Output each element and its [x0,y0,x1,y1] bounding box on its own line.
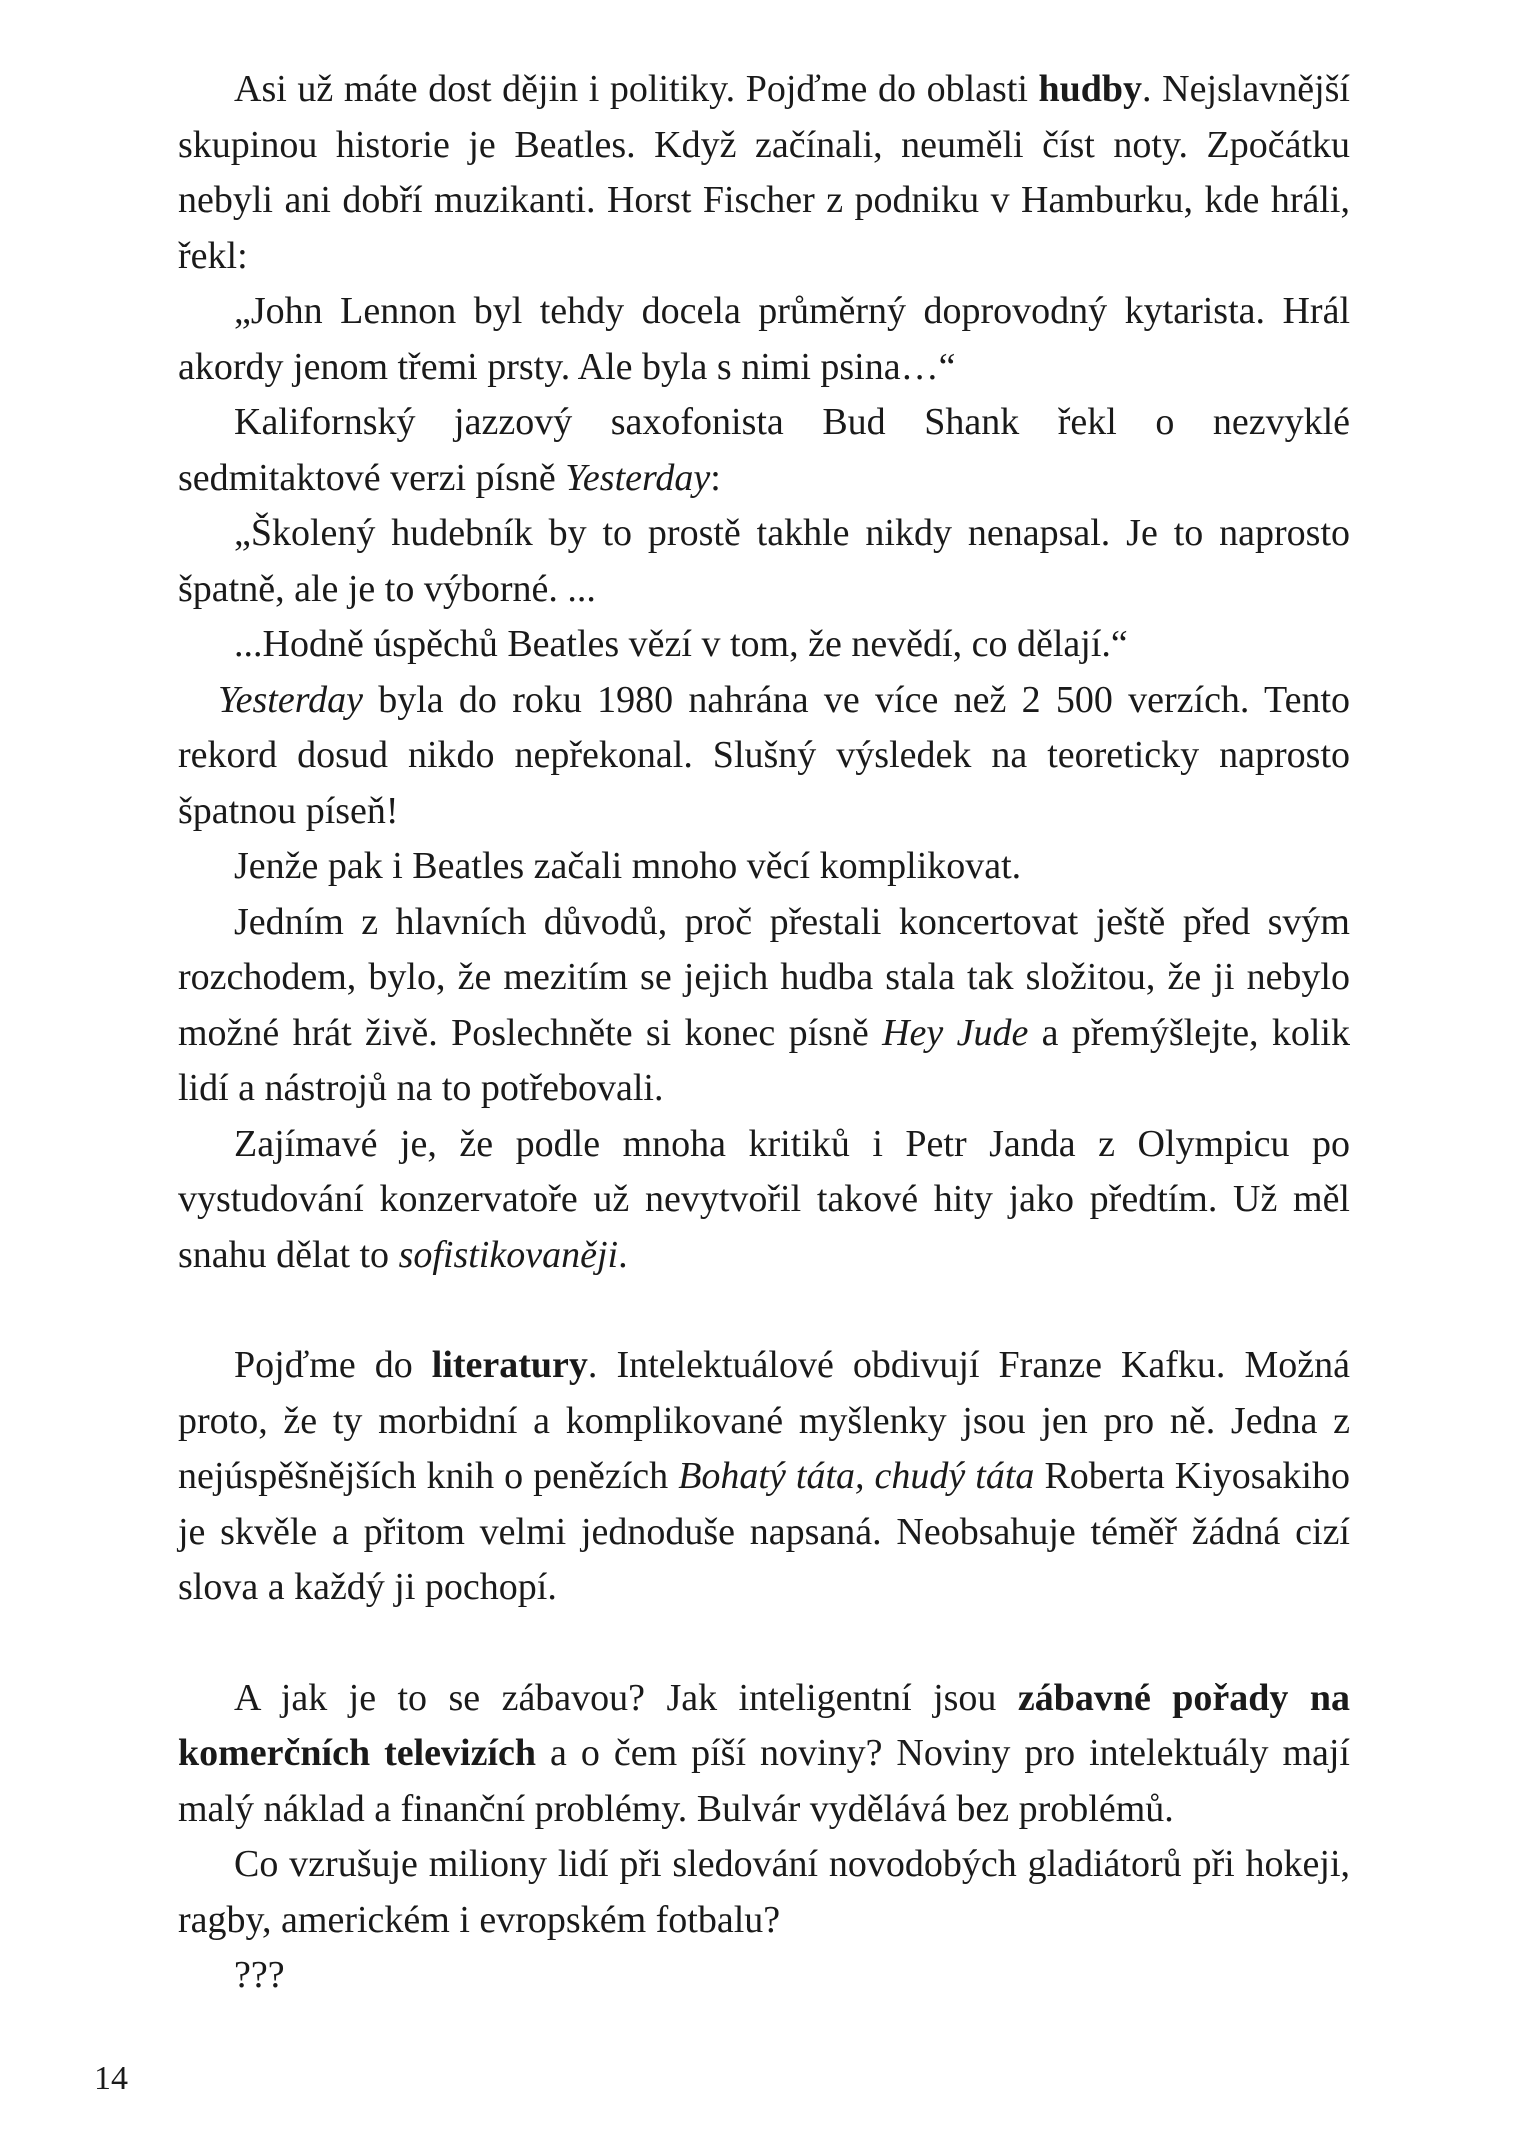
paragraph-entertainment: A jak je to se zábavou? Jak inteligentní jsou zábavné pořady na komerčních televizích a o čem píší noviny? Noviny pro intelektuály mají malý náklad a finanční problémy. Bulvár vydělává bez problémů. [178,1676,1350,1830]
keyword-literature: literatury [431,1344,588,1386]
page-number: 14 [94,2060,128,2097]
song-title-hey-jude: Hey Jude [882,1011,1029,1054]
keyword-tv-shows: zábavné pořady na komerčních televizích [178,1676,1350,1774]
quote-shank-2: ...Hodně úspěchů Beatles vězí v tom, že nevědí, co dělají.“ [234,623,1128,665]
book-title: Bohatý táta, chudý táta [678,1455,1035,1497]
quote-shank-1: „Školený hudebník by to prostě takhle nikdy nenapsal. Je to naprosto špatně, ale je to výborné. ... [178,512,1350,610]
paragraph-concerts: Jedním z hlavních důvodů, proč přestali koncertovat ještě před svým rozchodem, bylo, že mezitím se jejich hudba stala tak složitou, že ji nebylo možné hrát živě. Poslechněte si konec písně Hey Jude a přemýšlejte, kolik lidí a nástrojů na to potřebovali. [178,900,1350,1109]
paragraph-shank: Kalifornský jazzový saxofonista Bud Shank řekl o nezvyklé sedmitaktové verzi písně Yesterday: [178,401,1350,499]
song-title-yesterday: Yesterday [565,456,711,499]
paragraph-janda: Zajímavé je, že podle mnoha kritiků i Petr Janda z Olympicu po vystudování konzervatoře už nevytvořil takové hity jako předtím. Už měl snahu dělat to sofistikovaněji. [178,1122,1350,1276]
quote-fischer: „John Lennon byl tehdy docela průměrný doprovodný kytarista. Hrál akordy jenom třemi prsty. Ale byla s nimi psina…“ [178,290,1350,388]
song-title-yesterday: Yesterday [218,678,363,721]
paragraph-yesterday-record: Yesterday byla do roku 1980 nahrána ve více než 2 500 verzích. Tento rekord dosud nikdo nepřekonal. Slušný výsledek na teoreticky naprosto špatnou píseň! [178,678,1350,832]
page-body [178,62,1350,2004]
paragraph-sports: Co vzrušuje miliony lidí při sledování novodobých gladiátorů při hokeji, ragby, americkém i evropském fotbalu? [178,1843,1350,1941]
paragraph-beatles-complicate: Jenže pak i Beatles začali mnoho věcí komplikovat. [234,845,1022,887]
keyword-music: hudby [1038,68,1143,110]
paragraph-literature: Pojďme do literatury. Intelektuálové obdivují Franze Kafku. Možná proto, že ty morbidní a komplikované myšlenky jsou jen pro ně. Jedna z nejúspěšnějších knih o penězích Bohatý táta, chudý táta Roberta Kiyosakiho je skvěle a přitom velmi jednoduše napsaná. Neobsahuje téměř žádná cizí slova a každý ji pochopí. [178,1344,1350,1608]
emphasis-sophisticated: sofistikovaněji [398,1233,619,1276]
paragraph-question-marks: ??? [234,1954,285,1996]
paragraph-music-intro: Asi už máte dost dějin i politiky. Pojďme do oblasti hudby. Nejslavnější skupinou historie je Beatles. Když začínali, neuměli číst noty. Zpočátku nebyli ani dobří muzikanti. Horst Fischer z podniku v Hamburku, kde hráli, řekl: [178,68,1350,277]
